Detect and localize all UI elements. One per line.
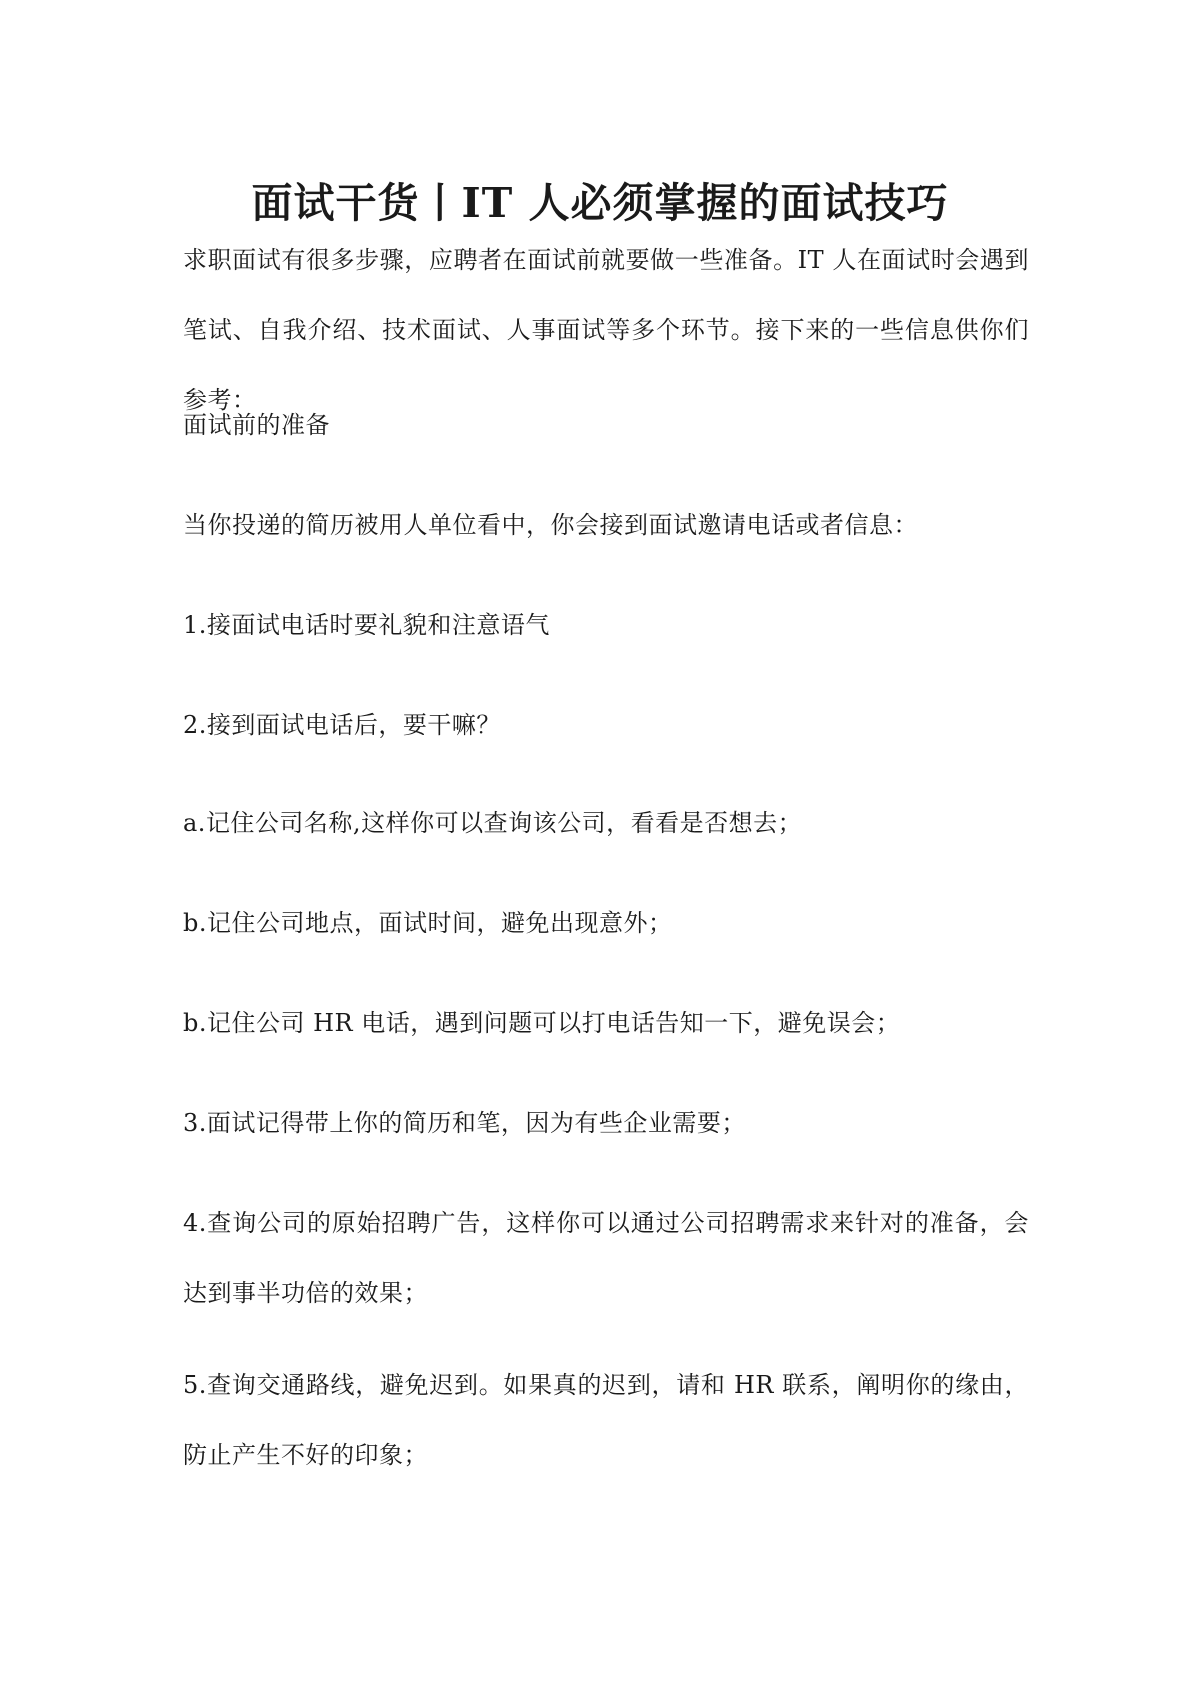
paragraph-invitation: 当你投递的简历被用人单位看中，你会接到面试邀请电话或者信息： — [183, 511, 918, 539]
list-item-3: 3.面试记得带上你的简历和笔，因为有些企业需要； — [183, 1109, 746, 1137]
list-item-2: 2.接到面试电话后，要干嘛？ — [183, 711, 501, 739]
list-item-5: 5.查询交通路线，避免迟到。如果真的迟到，请和 HR 联系，阐明你的缘由，防止产生不好的印象； — [183, 1371, 1029, 1469]
list-item-2b-location: b.记住公司地点，面试时间，避免出现意外； — [183, 909, 673, 937]
list-item-1: 1.接面试电话时要礼貌和注意语气 — [183, 611, 550, 639]
section-heading-preparation: 面试前的准备 — [183, 411, 330, 439]
list-item-2b-hr-phone: b.记住公司 HR 电话，遇到问题可以打电话告知一下，避免误会； — [183, 1009, 901, 1037]
list-item-4: 4.查询公司的原始招聘广告，这样你可以通过公司招聘需求来针对的准备，会达到事半功倍的效果； — [183, 1209, 1029, 1307]
intro-paragraph: 求职面试有很多步骤，应聘者在面试前就要做一些准备。IT 人在面试时会遇到笔试、自我介绍、技术面试、人事面试等多个环节。接下来的一些信息供你们参考： — [183, 246, 1029, 414]
document-title: 面试干货丨IT 人必须掌握的面试技巧 — [251, 179, 949, 228]
list-item-2a: a.记住公司名称,这样你可以查询该公司，看看是否想去； — [183, 809, 803, 837]
